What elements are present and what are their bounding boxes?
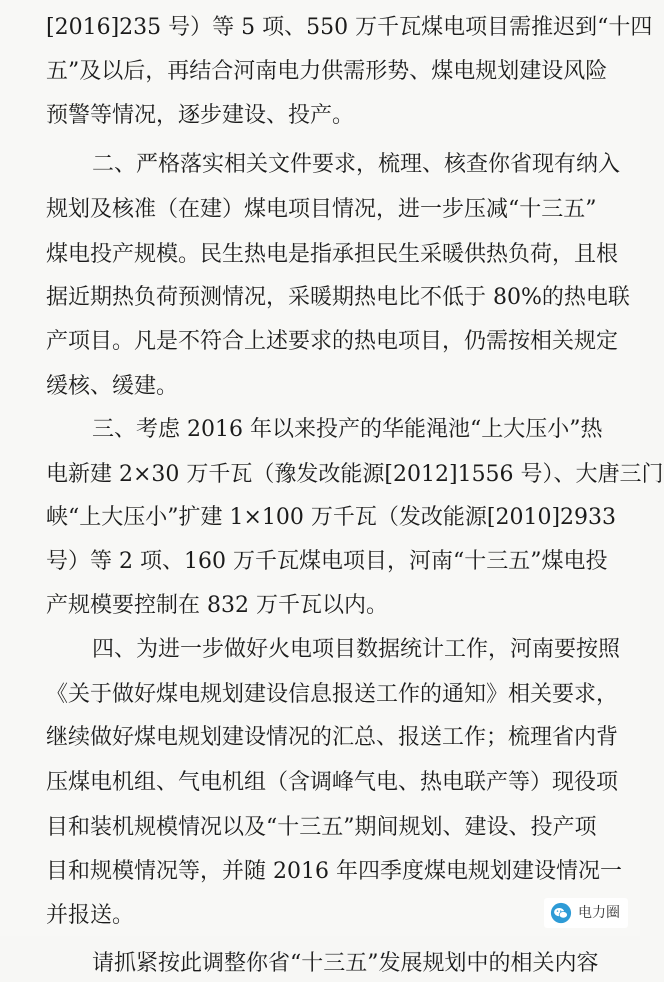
text-line: 产规模要控制在 832 万千瓦以内。 <box>46 593 388 618</box>
text-line: 《关于做好煤电规划建设信息报送工作的通知》相关要求， <box>46 682 619 707</box>
wechat-logo-icon <box>550 902 572 924</box>
text-line: 五”及以后，再结合河南电力供需形势、煤电规划建设风险 <box>46 59 608 84</box>
paragraph-5-first-line: 请抓紧按此调整你省“十三五”发展规划中的相关内容 <box>92 951 599 976</box>
text-line: 目和装机规模情况以及“十三五”期间规划、建设、投产项 <box>46 815 597 840</box>
text-line: 规划及核准（在建）煤电项目情况，进一步压减“十三五” <box>46 197 597 222</box>
text-line: 并报送。 <box>46 903 135 928</box>
text-line: 压煤电机组、气电机组（含调峰气电、热电联产等）现役项 <box>46 770 619 795</box>
paragraph-4-first-line: 四、为进一步做好火电项目数据统计工作，河南要按照 <box>92 637 621 662</box>
text-line: 电新建 2×30 万千瓦（豫发改能源[2012]1556 号）、大唐三门 <box>46 462 664 487</box>
text-line: 煤电投产规模。民生热电是指承担民生采暖供热负荷，且根 <box>46 242 619 267</box>
text-line: 峡“上大压小”扩建 1×100 万千瓦（发改能源[2010]2933 <box>46 505 617 530</box>
watermark-badge <box>544 898 628 928</box>
watermark-text: 电力圈 <box>578 905 620 921</box>
text-line: 缓核、缓建。 <box>46 374 179 399</box>
text-line: 目和规模情况等，并随 2016 年四季度煤电规划建设情况一 <box>46 859 622 884</box>
text-line: 预警等情况，逐步建设、投产。 <box>46 103 355 128</box>
text-line: 据近期热负荷预测情况，采暖期热电比不低于 80%的热电联 <box>46 285 630 310</box>
text-line: [2016]235 号）等 5 项、550 万千瓦煤电项目需推迟到“十四 <box>46 15 653 40</box>
text-line: 号）等 2 项、160 万千瓦煤电项目，河南“十三五”煤电投 <box>46 549 608 574</box>
text-line: 产项目。凡是不符合上述要求的热电项目，仍需按相关规定 <box>46 329 619 354</box>
paragraph-2-first-line: 二、严格落实相关文件要求，梳理、核查你省现有纳入 <box>92 152 621 177</box>
text-line: 继续做好煤电规划建设情况的汇总、报送工作；梳理省内背 <box>46 725 619 750</box>
paragraph-3-first-line: 三、考虑 2016 年以来投产的华能渑池“上大压小”热 <box>92 417 603 442</box>
